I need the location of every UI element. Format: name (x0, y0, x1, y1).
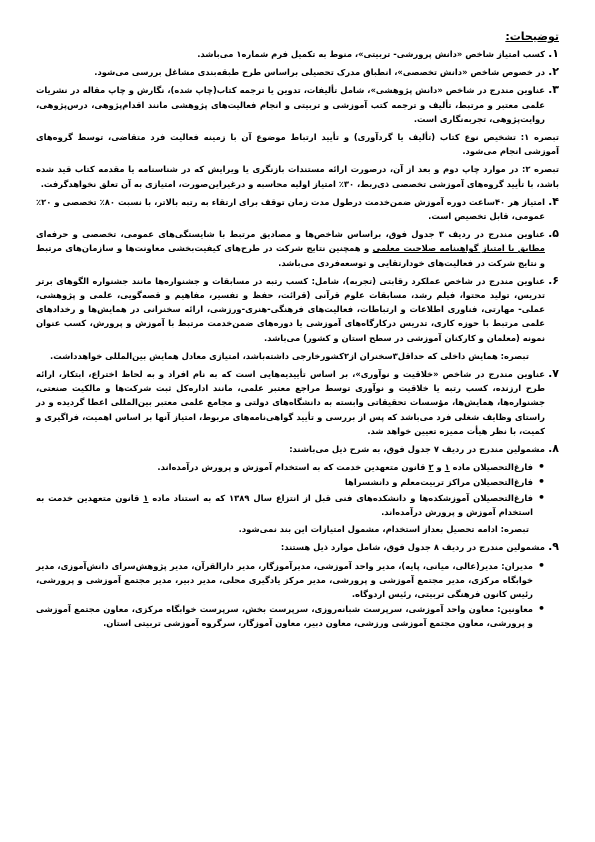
item-number: ۶. (548, 273, 559, 287)
item-5 (36, 227, 559, 270)
item-number: ۲. (548, 65, 559, 79)
item-8 (36, 442, 559, 456)
item-2 (36, 65, 559, 79)
note-6: تبصره: همایش داخلی که حداقل۳سخنران از۲کشورخارجی داشته‌باشد، امتیازی معادل همایش بین‌المللی خواهدداشت. (50, 350, 529, 361)
item-number: ۸. (548, 442, 559, 456)
item-number: ۳. (548, 83, 559, 97)
item-text: مشمولین مندرج در ردیف ۷ جدول فوق، به شرح ذیل می‌باشند: (289, 444, 545, 455)
note-1: تبصره ۱: تشخیص نوع کتاب (تألیف یا گردآوری) و تأیید ارتباط موضوع آن با زمینه فعالیت فرد متقاضی، توسط گروه‌های آموزشی انجام می‌شود. (36, 132, 559, 157)
item-text: مشمولین مندرج در ردیف ۸ جدول فوق، شامل موارد ذیل هستند: (280, 542, 545, 553)
item-text: عناوین مندرج در ردیف ۳ جدول فوق، براساس شاخص‌ها و مصادیق مرتبط با شایستگی‌های عمومی، تخصصی و حرفه‌ای (36, 229, 545, 240)
item-7 (36, 367, 559, 438)
item-number: ۷. (548, 367, 559, 381)
list-item: • فارغ‌التحصیلان مراکز تربیت‌معلم و دانشسراها (36, 475, 533, 489)
item-9-list (36, 559, 559, 631)
list-item: • فارغ‌التحصیلان آموزشکده‌ها و دانشکده‌های فنی قبل از انتزاع سال ۱۳۸۹ که به استناد ماده ۱ قانون متعهدین خدمت به استخدام آموزش و پرورش درآمده‌اند. (36, 491, 533, 519)
item-number: ۵. (548, 227, 559, 241)
note-8: تبصره: ادامه تحصیل بعداز استخدام، مشمول امتیازات این بند نمی‌شود. (238, 524, 529, 535)
item-text: امتیاز هر ۴۰ساعت دوره آموزش ضمن‌خدمت درطول مدت زمان توقف برای ارتقاء به رتبه بالاتر، با نسبت ۸۰٪ تخصصی و ۲۰٪ عمومی، قابل تخصیص است. (36, 196, 545, 222)
item-text: کسب امتیاز شاخص «دانش پرورشی- تربیتی»، منوط به تکمیل فرم شماره۱ می‌باشد. (197, 49, 545, 59)
note-2: تبصره ۲: در موارد چاپ دوم و بعد از آن، درصورت ارائه مستندات بازنگری یا ویرایش که در شناسنامه یا مقدمه کتاب قید شده باشد، با تأیید گروه‌های آموزشی تخصصی ذی‌ربط، ۳۰٪ امتیاز اولیه محاسبه و درغیراین‌صورت، امتیازی به آن تعلق نخواهدگرفت. (36, 164, 560, 189)
item-1 (36, 47, 559, 61)
list-item: • مدیران: مدیر(عالی، میانی، پایه)، مدیر واحد آموزشی، مدیرآموزگار، مدیر دارالقرآن، مدیر پژوهش‌سرای دانش‌آموزی، مدیر خوابگاه مرکزی، مدیر مجتمع آموزشی و پرورشی، مدیر مرکز یادگیری محلی، مدیر دبیر، مدیر مجتمع آموزشی و پرورشی، رئیس کانون فرهنگی تربیتی، رئیس اردوگاه. (36, 559, 533, 602)
item-4 (36, 195, 559, 223)
item-text: عناوین مندرج در شاخص «دانش پژوهشی»، شامل تألیفات، تدوین یا ترجمه کتاب(چاپ شده)، نگارش و چاپ مقاله در نشریات علمی معتبر و مرتبط، تألیف و ترجمه کتب آموزشی و تربیتی و انجام فعالیت‌های پژوهشی مانند اقدام‌پژوهی، درس‌پژوهی، روایت‌پژوهی، تجربه‌نگاری است. (36, 85, 545, 124)
item-text: عناوین مندرج در شاخص عملکرد رقابتی (تجربه)، شامل: کسب رتبه در مسابقات و جشنواره‌ها مانند جشنواره الگوهای برتر تدریس، تولید محتوا، فیلم رشد، مسابقات علوم قرآنی (قرائت، حفظ و تفسیر، مفاهیم و قصه‌گویی، علمی و پژوهشی، عملی- مهارتی، فناوری اطلاعات و ارتباطات، فعالیت‌های فرهنگی-هنری-ورزشی، ارائه سخنرانی در همایش‌ها و رخدادهای علمی مرتبط با حوزه کاری، تدریس درکارگاه‌های آموزشی یا دوره‌های ضمن‌خدمت مرتبط با آموزش و پرورش، کسب عنوان نمونه (معلمان و کارکنان آموزشی در سطح استان و کشور) می‌باشد. (36, 275, 545, 343)
underlined-text: مطابق با امتیاز گواهینامه صلاحیت معلمی (372, 243, 545, 254)
item-3 (36, 83, 559, 126)
item-9 (36, 540, 559, 554)
item-number: ۴. (548, 194, 559, 208)
list-item: • فارغ‌التحصیلان ماده ۱ و ۲ قانون متعهدین خدمت که به استخدام آموزش و پرورش درآمده‌اند. (36, 460, 533, 474)
item-number: ۱. (548, 47, 559, 60)
item-6 (36, 274, 559, 345)
item-text: عناوین مندرج در شاخص «خلاقیت و نوآوری»، بر اساس تأییدیه‌هایی است که به نام افراد و به لحاظ اختراع، ابتکار، ارائه طرح ارزنده، کسب رتبه یا خلاقیت و نوآوری توسط مراجع معتبر علمی، مانند اداره‌کل ثبت شرکت‌ها و مالکیت صنعتی، جشنواره‌ها، همایش‌ها، مؤسسات تحقیقاتی وابسته به دانشگاه‌های دولتی و مجامع علمی معتبر بین‌المللی اعطا گردیده و در راستای وظایف شغلی فرد می‌باشد که پس از بررسی و تأیید گواهی‌نامه‌های مربوط، امتیاز آنها بر اساس اهمیت، فراگیری و کمیت، با نظر هیأت ممیزه تعیین خواهد شد. (36, 369, 545, 436)
item-text: و همچنین نتایج شرکت در طرح‌های کیفیت‌بخشی معاونت‌ها و سازمان‌های مرتبط و نتایج شرکت در فعالیت‌های خودارتقایی و توسعه‌فردی می‌باشد. (36, 243, 545, 268)
item-number: ۹. (548, 540, 559, 554)
item-8-list (36, 460, 559, 519)
page-title: توضیحات: (505, 30, 559, 43)
list-item: • معاونین: معاون واحد آموزشی، سرپرست شبانه‌روزی، سرپرست بخش، سرپرست خوابگاه مرکزی، معاون مجتمع آموزشی و پرورشی، معاون مجتمع آموزشی ورزشی، معاون دبیر، معاون آموزگار، سرگروه آموزشی تربیتی استان. (36, 602, 533, 630)
item-text: در خصوص شاخص «دانش تخصصی»، انطباق مدرک تحصیلی براساس طرح طبقه‌بندی مشاغل بررسی می‌شود. (94, 67, 545, 78)
